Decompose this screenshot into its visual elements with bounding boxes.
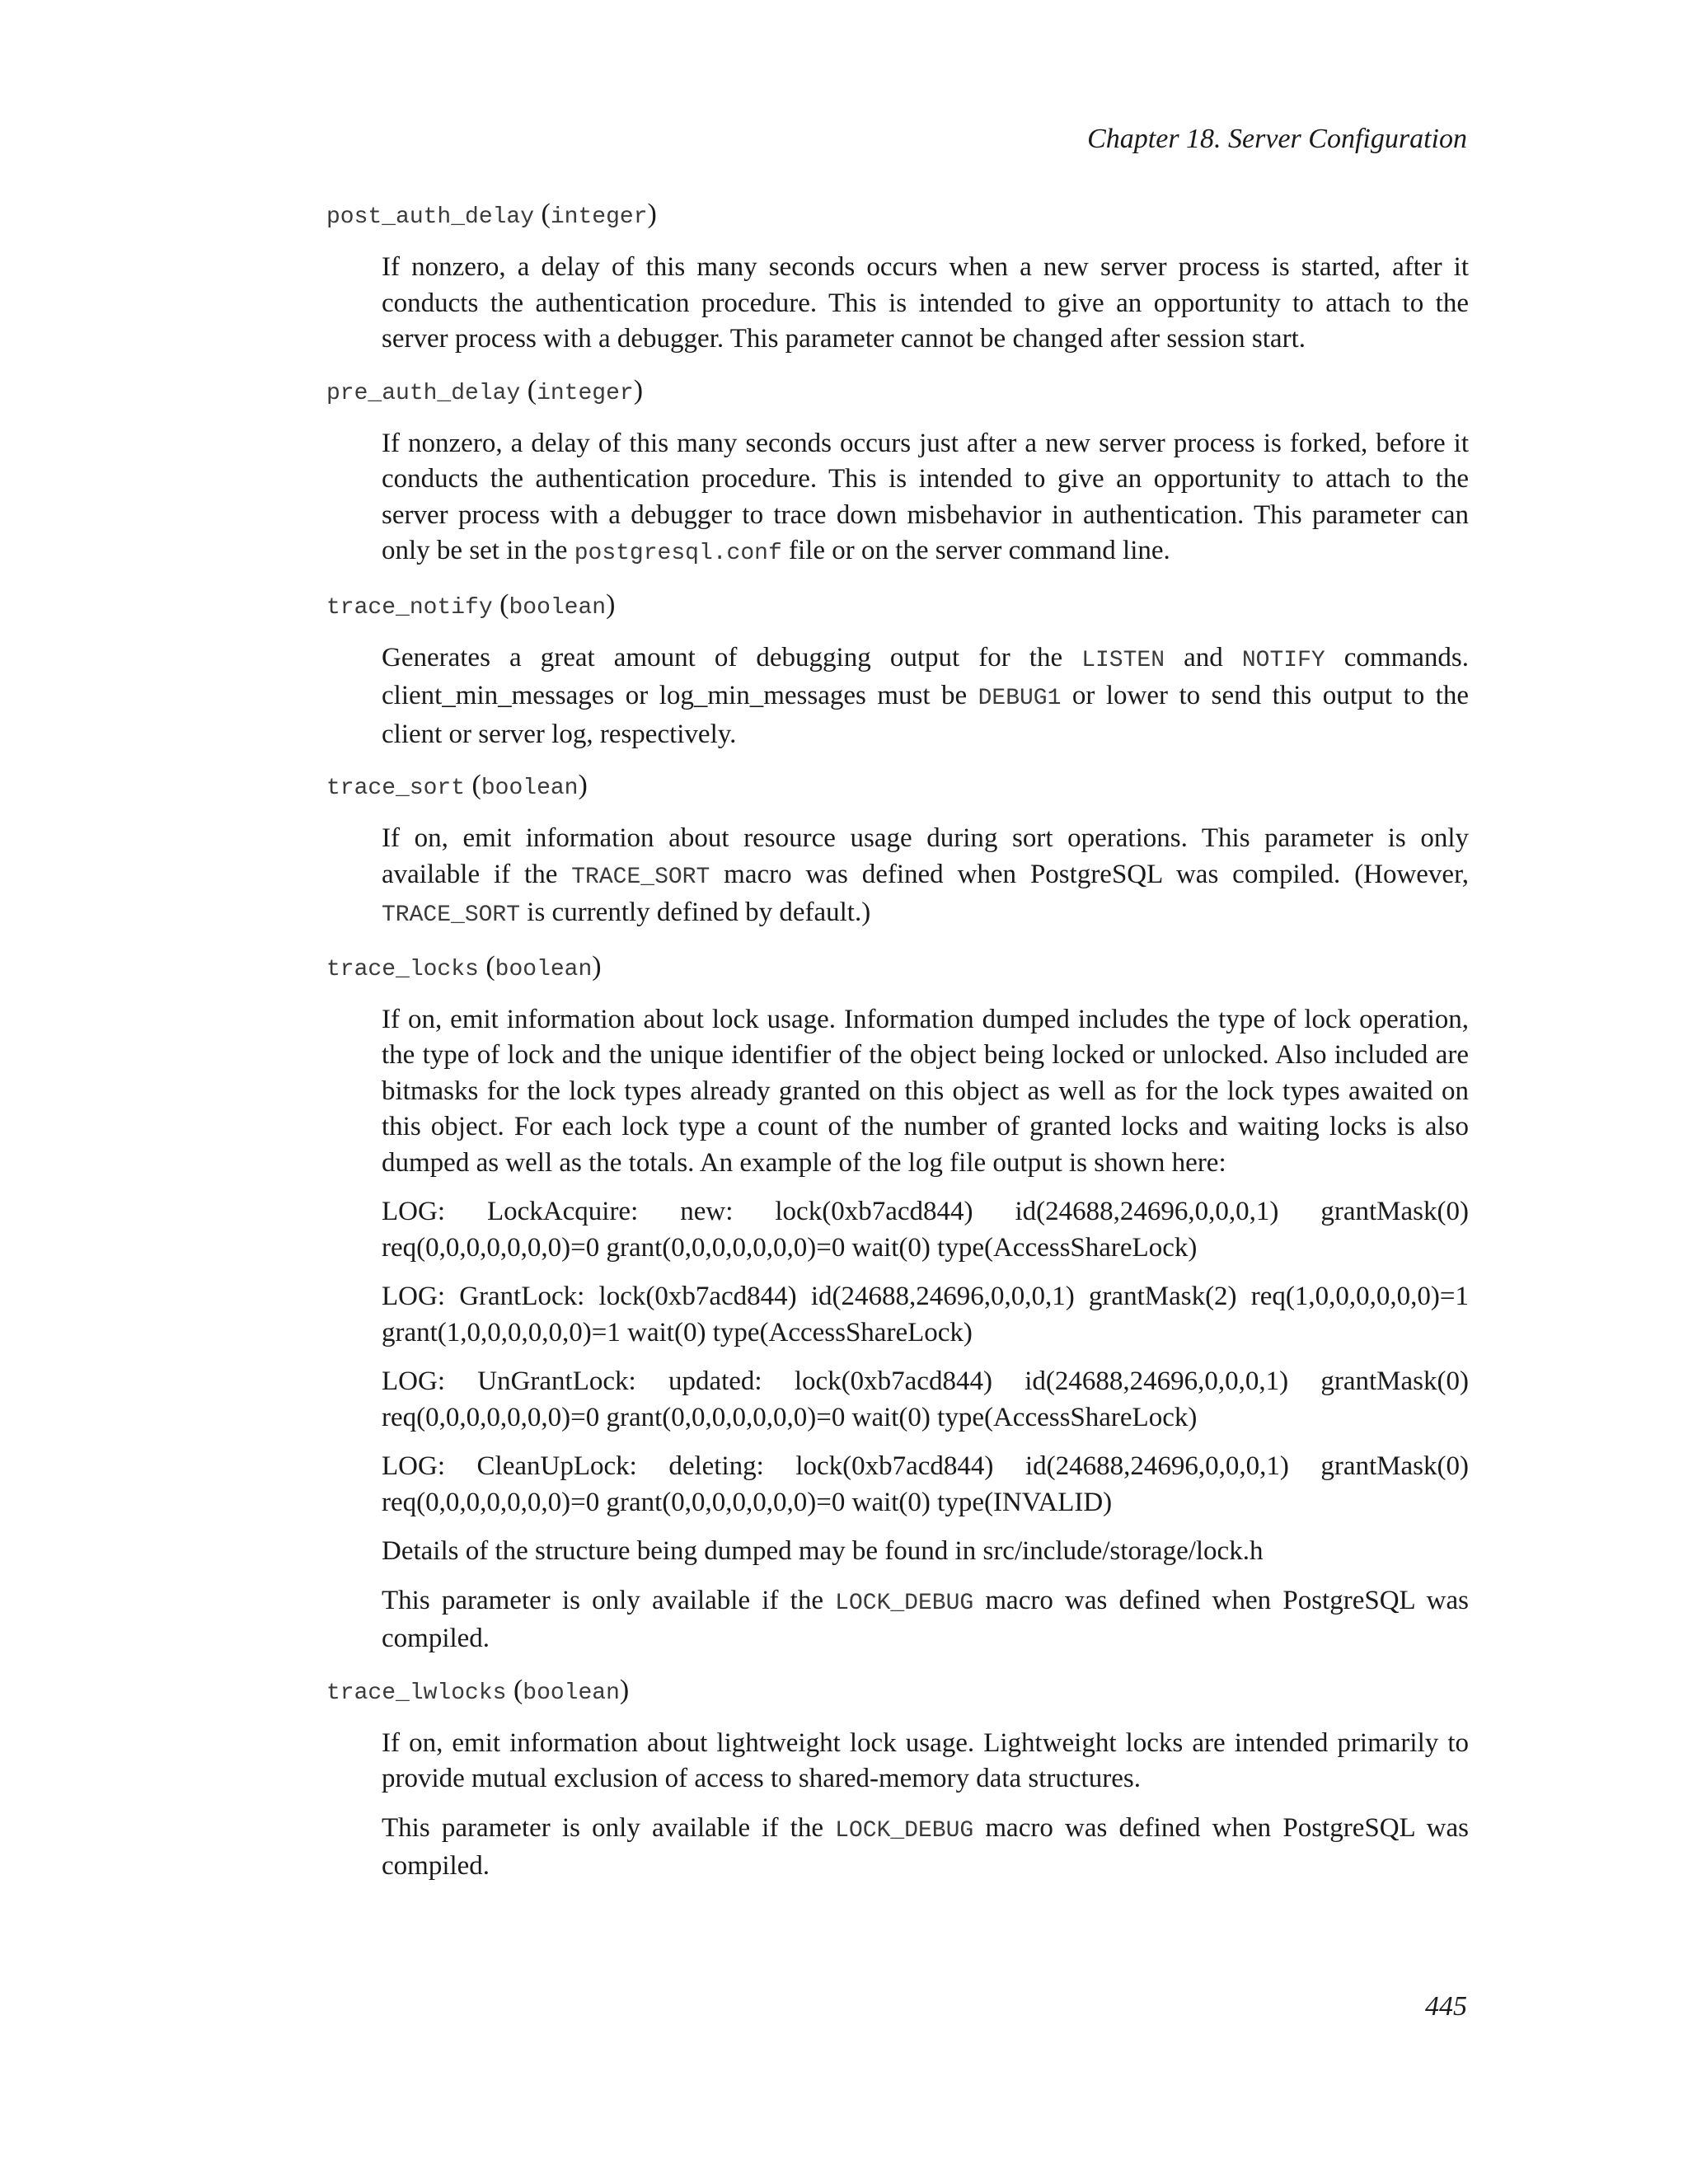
text-run: or lower to send this output to the client or server log, respectively. (382, 681, 1469, 749)
description-paragraph (382, 1449, 1469, 1521)
text-run: This parameter is only available if the (382, 1585, 836, 1615)
parameter-entry-trace-lwlocks (326, 1672, 1469, 1885)
text-run: macro was defined when PostgreSQL was compiled. (However, (710, 859, 1469, 889)
inline-code: LOCK_DEBUG (835, 1817, 974, 1844)
text-run: macro was defined when PostgreSQL was compiled. (382, 1585, 1469, 1653)
description-paragraph (382, 1534, 1469, 1570)
text-run: If nonzero, a delay of this many seconds occurs when a new server process is started, after it conducts the authentication procedure. This is intended to give an opportunity to attach to the server process with a debugger. This parameter cannot be changed after session start. (382, 252, 1469, 354)
parameter-term: trace_notify (boolean) (326, 588, 616, 621)
parameter-description (382, 1726, 1469, 1885)
parameter-type: boolean (509, 594, 607, 621)
text-run: If on, emit information about resource usage during sort operations. This parameter is only available if the (382, 823, 1469, 889)
inline-code: DEBUG1 (978, 686, 1062, 711)
parameter-term: trace_sort (boolean) (326, 770, 588, 801)
parameter-entry-trace-notify (326, 587, 1469, 753)
parameter-name: trace_locks (326, 956, 479, 982)
description-paragraph (382, 1194, 1469, 1266)
parameter-entry-trace-locks (326, 949, 1469, 1657)
description-paragraph (382, 1002, 1469, 1182)
running-header: Chapter 18. Server Configuration (1087, 124, 1467, 154)
description-paragraph (382, 1279, 1469, 1351)
inline-code: TRACE_SORT (571, 864, 710, 890)
parameter-term: trace_lwlocks (boolean) (326, 1674, 630, 1706)
description-paragraph (382, 1583, 1469, 1657)
text-run: macro was defined when PostgreSQL was compiled. (382, 1812, 1469, 1881)
parameter-description (382, 1002, 1469, 1657)
parameter-type: integer (550, 204, 648, 230)
text-run: If nonzero, a delay of this many seconds occurs just after a new server process is forked, before it conducts the authentication procedure. This is intended to give an opportunity to attach to the server process with a debugger to trace down misbehavior in authentication. This parameter can only be set in the (382, 428, 1469, 565)
text-run: LOG: GrantLock: lock(0xb7acd844) id(24688,24696,0,0,0,1) grantMask(2) req(1,0,0,0,0,0,0)=1 grant(1,0,0,0,0,0,0)=1 wait(0) type(AccessShareLock) (382, 1282, 1469, 1347)
parameter-description (382, 821, 1469, 934)
text-run: Generates a great amount of debugging output for the (382, 642, 1082, 673)
inline-code: TRACE_SORT (382, 902, 521, 928)
description-paragraph (382, 426, 1469, 572)
inline-code: LISTEN (1081, 647, 1165, 673)
page-number: 445 (1425, 1991, 1467, 2022)
parameter-type: boolean (523, 1680, 620, 1706)
text-run: This parameter is only available if the (382, 1812, 836, 1843)
parameter-entry-trace-sort (326, 767, 1469, 934)
inline-code: postgresql.conf (574, 541, 782, 566)
parameter-name: pre_auth_delay (326, 380, 521, 406)
description-paragraph (382, 1364, 1469, 1436)
parameter-description (382, 640, 1469, 753)
parameter-type: boolean (481, 776, 579, 801)
inline-code: LOCK_DEBUG (835, 1590, 974, 1616)
parameter-entry-post-auth-delay (326, 196, 1469, 358)
parameter-entry-pre-auth-delay (326, 373, 1469, 572)
parameter-list (326, 196, 1469, 1900)
parameter-description (382, 426, 1469, 572)
text-run: LOG: LockAcquire: new: lock(0xb7acd844) id(24688,24696,0,0,0,1) grantMask(0) req(0,0,0,0,0,0,0)=0 grant(0,0,0,0,0,0,0)=0 wait(0) type(AccessShareLock) (382, 1197, 1469, 1263)
parameter-name: trace_lwlocks (326, 1680, 507, 1706)
text-run: commands. client_min_messages or log_min_messages must be (382, 642, 1469, 710)
parameter-name: trace_notify (326, 594, 493, 621)
parameter-term: pre_auth_delay (integer) (326, 374, 644, 406)
parameter-term: post_auth_delay (integer) (326, 199, 657, 230)
text-run: LOG: CleanUpLock: deleting: lock(0xb7acd844) id(24688,24696,0,0,0,1) grantMask(0) req(0,0,0,0,0,0,0)=0 grant(0,0,0,0,0,0,0)=0 wait(0) type(INVALID) (382, 1451, 1469, 1517)
parameter-type: integer (537, 380, 634, 406)
description-paragraph (382, 640, 1469, 753)
description-paragraph (382, 1726, 1469, 1797)
parameter-name: post_auth_delay (326, 204, 535, 230)
description-paragraph (382, 821, 1469, 934)
text-run: file or on the server command line. (781, 536, 1170, 565)
parameter-type: boolean (495, 956, 593, 982)
text-run: LOG: UnGrantLock: updated: lock(0xb7acd844) id(24688,24696,0,0,0,1) grantMask(0) req(0,0,0,0,0,0,0)=0 grant(0,0,0,0,0,0,0)=0 wait(0) type(AccessShareLock) (382, 1366, 1469, 1432)
parameter-description (382, 250, 1469, 358)
text-run: If on, emit information about lock usage. Information dumped includes the type of lock operation, the type of lock and the unique identifier of the object being locked or unlocked. Also included are bitmasks for the lock types already granted on this object as well as for the lock types awaited on this object. For each lock type a count of the number of granted locks and waiting locks is also dumped as well as the totals. An example of the log file output is shown here: (382, 1004, 1469, 1178)
text-run: If on, emit information about lightweight lock usage. Lightweight locks are intended primarily to provide mutual exclusion of access to shared-memory data structures. (382, 1727, 1469, 1793)
text-run: is currently defined by default.) (520, 898, 871, 927)
parameter-name: trace_sort (326, 776, 466, 801)
text-run: Details of the structure being dumped may be found in src/include/storage/lock.h (382, 1536, 1264, 1566)
inline-code: NOTIFY (1241, 647, 1325, 673)
description-paragraph (382, 1811, 1469, 1885)
description-paragraph (382, 250, 1469, 358)
text-run: and (1165, 642, 1242, 673)
parameter-term: trace_locks (boolean) (326, 950, 602, 982)
